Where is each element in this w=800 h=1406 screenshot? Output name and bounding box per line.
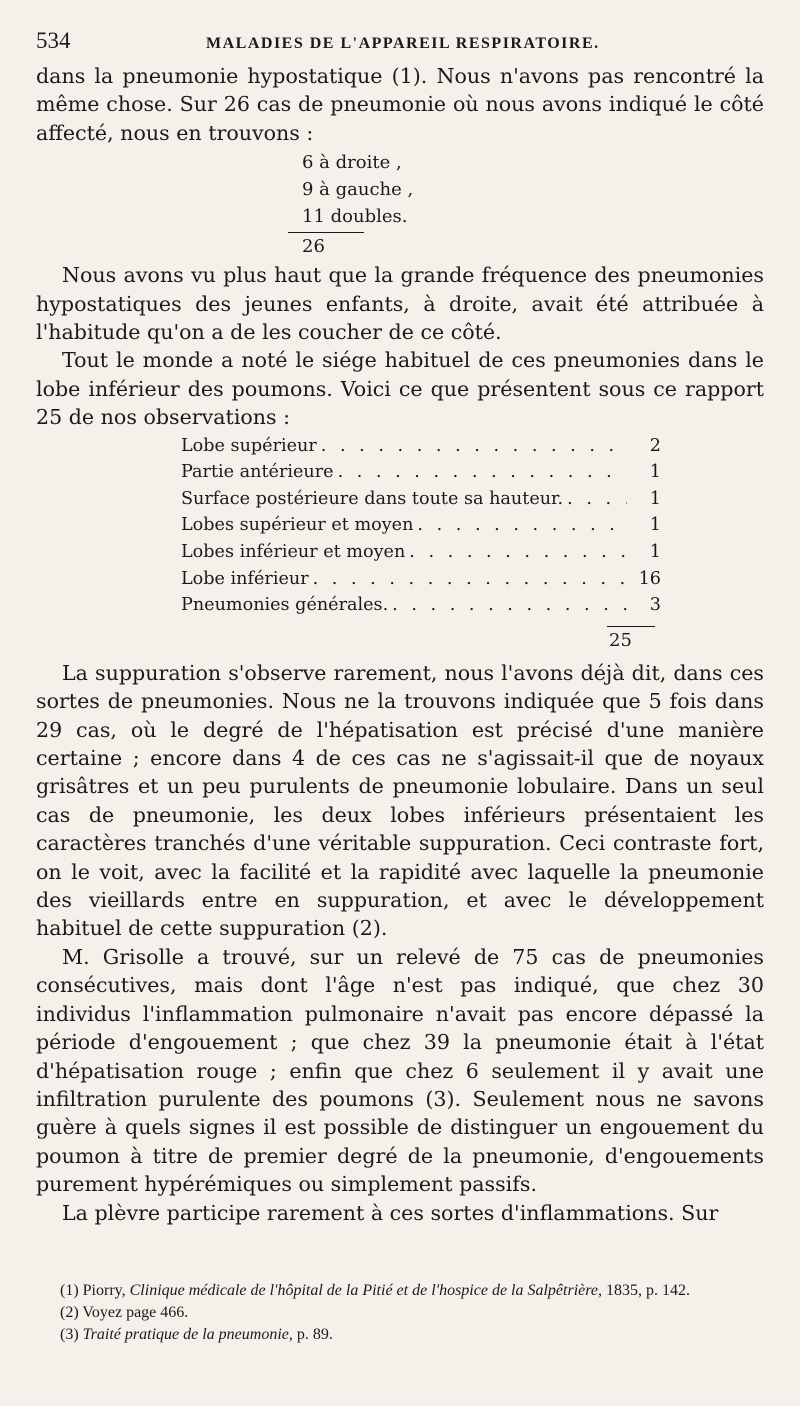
lobe-label: Pneumonies générales. — [181, 595, 389, 616]
footnote-1-title: Clinique médicale de l'hôpital de la Pitié et de l'hospice de la Salpêtrière, — [129, 1282, 602, 1299]
leader-dots — [309, 569, 627, 589]
page-number: 534 — [36, 28, 71, 53]
paragraph-4: La suppuration s'observe rarement, nous l'avons déjà dit, dans ces sortes de pneumonies. Nous ne la trouvons indiquée que 5 fois dans 29 cas, où le degré de l'hépatisation est précisé d'une manière certaine ; encore dans 4 de ces cas ne s'agissait-il que de noyaux grisâtres et un peu purulents de pneumonie lobulaire. Dans un seul cas de pneumonie, les deux lobes inférieurs présentaient les caractères tranchés d'une véritable suppuration. Ceci contraste fort, on le voit, avec la facilité et la rapidité avec laquelle la pneumonie des vieillards entre en suppuration, et avec le développement habituel de cette suppuration (2). — [36, 660, 764, 941]
lobe-row — [181, 436, 661, 463]
footnote-2: (2) Voyez page 466. — [60, 1304, 189, 1321]
footnotes — [36, 1280, 764, 1346]
page-header — [36, 28, 764, 54]
paragraph-1: dans la pneumonie hypostatique (1). Nous n'avons pas rencontré la même chose. Sur 26 cas de pneumonie où nous avons indiqué le côté affecté, nous en trouvons : — [36, 64, 764, 145]
lobe-label: Lobes supérieur et moyen — [181, 515, 414, 536]
leader-dots — [413, 515, 627, 535]
leader-dots — [334, 462, 627, 482]
lobe-value: 1 — [649, 542, 661, 563]
lobe-value: 1 — [649, 515, 661, 536]
lobe-label: Lobe inférieur — [181, 568, 309, 589]
footnote-1 — [36, 1280, 764, 1302]
lobe-row — [181, 462, 661, 489]
lobe-value: 3 — [649, 595, 661, 616]
lobe-table — [181, 436, 661, 655]
footnote-1-details: 1835, p. 142. — [605, 1282, 690, 1299]
lobe-row — [181, 489, 661, 516]
paragraph-5: M. Grisolle a trouvé, sur un relevé de 75 cas de pneumonies consécutives, mais dont l'âge n'est pas indiqué, que chez 30 individus l'inflammation pulmonaire n'avait pas encore dépassé la période d'engouement ; que chez 39 la pneumonie était à l'état d'hépatisation rouge ; enfin que chez 6 seulement il y avait une infiltration purulente des poumons (3). Seulement nous ne savons guère à quels signes il est possible de distinguer un engouement du poumon à titre de premier degré de la pneumonie, d'engouements purement hypérémiques ou simplement passifs. — [36, 944, 764, 1197]
lobe-row — [181, 595, 661, 622]
leader-dots — [563, 489, 627, 509]
footnote-1-author: Piorry, — [82, 1282, 126, 1299]
paragraph-3: Tout le monde a noté le siége habituel de ces pneumonies dans le lobe inférieur des poumons. Voici ce que présentent sous ce rapport 25 de nos observations : — [36, 348, 764, 430]
side-counts-list — [36, 149, 764, 230]
lobe-label: Lobes inférieur et moyen — [181, 542, 406, 563]
footnote-3 — [36, 1324, 764, 1346]
side-count-left: 9 à gauche , — [302, 179, 414, 201]
lobe-value: 1 — [649, 488, 661, 509]
lobe-row — [181, 515, 661, 542]
leader-dots — [317, 436, 627, 456]
footnote-1-number: (1) — [60, 1282, 79, 1299]
lobe-value: 16 — [638, 568, 661, 589]
lobe-label: Surface postérieure dans toute sa hauteur. — [181, 488, 564, 509]
paragraph-2: Nous avons vu plus haut que la grande fréquence des pneumonies hypostatiques des jeunes enfants, à droite, avait été attribuée à l'habitude qu'on a de les coucher de ce côté. — [36, 263, 764, 345]
side-count-double: 11 doubles. — [302, 206, 408, 228]
footnote-3-number: (3) — [60, 1326, 79, 1343]
leader-dots — [388, 595, 627, 615]
paragraph-6: La plèvre participe rarement à ces sortes d'inflammations. Sur — [62, 1200, 719, 1225]
lobe-value: 1 — [649, 462, 661, 483]
footnote-3-title: Traité pratique de la pneumonie, — [82, 1326, 293, 1343]
lobe-value: 2 — [649, 435, 661, 456]
side-counts-total: 26 — [302, 236, 325, 258]
footnote-3-details: p. 89. — [296, 1326, 333, 1343]
lobe-label: Lobe supérieur — [181, 435, 317, 456]
side-count-right: 6 à droite , — [302, 152, 402, 174]
leader-dots — [405, 542, 627, 562]
running-title: MALADIES DE L'APPAREIL RESPIRATOIRE. — [206, 35, 600, 52]
lobe-total: 25 — [609, 629, 632, 651]
lobe-row — [181, 569, 661, 596]
lobe-row — [181, 542, 661, 569]
lobe-label: Partie antérieure — [181, 462, 334, 483]
